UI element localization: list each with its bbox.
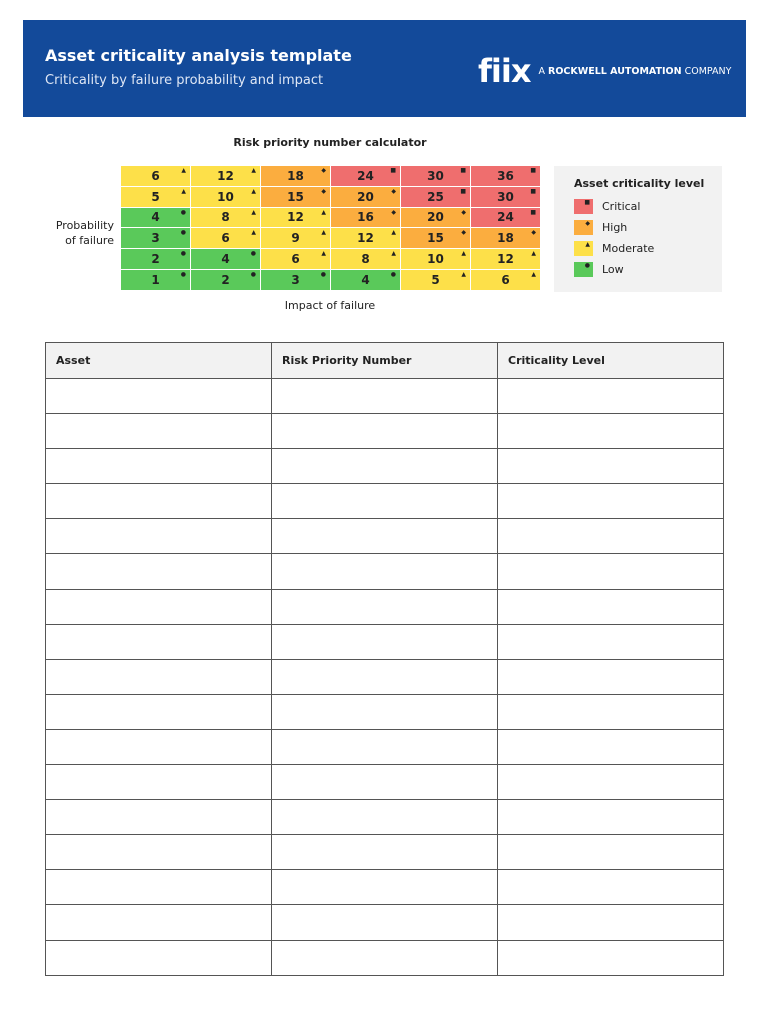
moderate-marker-icon: ▲ — [321, 229, 326, 237]
matrix-cell — [261, 208, 331, 229]
matrix-cell-value: 30 — [427, 168, 444, 183]
asset-cell[interactable] — [46, 589, 272, 624]
matrix-cell — [401, 166, 471, 187]
rpn-cell[interactable] — [272, 659, 498, 694]
matrix-cell-value: 18 — [497, 231, 514, 246]
matrix-cell — [331, 249, 401, 270]
matrix-cell — [471, 249, 541, 270]
low-marker-icon: ● — [584, 262, 590, 269]
low-marker-icon: ● — [250, 270, 256, 278]
asset-cell[interactable] — [46, 484, 272, 519]
criticality-cell[interactable] — [498, 379, 724, 414]
criticality-cell[interactable] — [498, 940, 724, 975]
moderate-marker-icon: ▲ — [251, 187, 256, 195]
table-row — [46, 835, 724, 870]
matrix-cell — [471, 270, 541, 291]
rpn-cell[interactable] — [272, 379, 498, 414]
matrix-cell — [401, 208, 471, 229]
matrix-cell-value: 9 — [291, 231, 300, 246]
moderate-marker-icon: ▲ — [461, 250, 466, 258]
rpn-cell[interactable] — [272, 554, 498, 589]
matrix-cell-value: 15 — [287, 189, 304, 204]
moderate-marker-icon: ▲ — [251, 208, 256, 216]
column-header-criticality: Criticality Level — [498, 343, 724, 379]
rpn-cell[interactable] — [272, 905, 498, 940]
matrix-cell — [191, 249, 261, 270]
rpn-cell[interactable] — [272, 484, 498, 519]
column-header-asset: Asset — [46, 343, 272, 379]
matrix-cell-value: 6 — [221, 231, 230, 246]
criticality-cell[interactable] — [498, 519, 724, 554]
matrix-cell — [331, 228, 401, 249]
table-row — [46, 800, 724, 835]
matrix-cell — [261, 187, 331, 208]
table-row — [46, 554, 724, 589]
matrix-cell-value: 6 — [501, 272, 510, 287]
matrix-cell — [121, 187, 191, 208]
calculator-title: Risk priority number calculator — [233, 136, 427, 149]
table-row — [46, 729, 724, 764]
brand-tag-bold: ROCKWELL AUTOMATION — [548, 65, 682, 77]
asset-cell[interactable] — [46, 905, 272, 940]
asset-cell[interactable] — [46, 519, 272, 554]
matrix-cell — [191, 270, 261, 291]
risk-matrix — [121, 166, 541, 291]
legend-label: Low — [602, 263, 624, 276]
high-marker-icon: ◆ — [461, 208, 466, 216]
table-row — [46, 659, 724, 694]
table-row — [46, 765, 724, 800]
asset-cell[interactable] — [46, 940, 272, 975]
legend-swatch — [574, 199, 593, 214]
moderate-marker-icon: ▲ — [461, 270, 466, 278]
matrix-cell-value: 10 — [217, 189, 234, 204]
criticality-cell[interactable] — [498, 659, 724, 694]
moderate-marker-icon: ▲ — [321, 208, 326, 216]
x-axis-label: Impact of failure — [284, 299, 376, 312]
legend-swatch — [574, 241, 593, 256]
fiix-logo: fiix — [478, 52, 531, 90]
matrix-cell — [401, 187, 471, 208]
matrix-cell-value: 8 — [221, 210, 230, 225]
rpn-cell[interactable] — [272, 765, 498, 800]
critical-marker-icon: ■ — [390, 167, 396, 174]
matrix-cell-value: 20 — [427, 210, 444, 225]
moderate-marker-icon: ▲ — [531, 270, 536, 278]
matrix-cell-value: 4 — [151, 210, 160, 225]
matrix-cell — [121, 249, 191, 270]
matrix-cell-value: 30 — [497, 189, 514, 204]
matrix-cell-value: 3 — [291, 272, 300, 287]
matrix-cell — [471, 187, 541, 208]
table-header-row — [46, 343, 724, 379]
legend-swatch — [574, 262, 593, 277]
asset-cell[interactable] — [46, 765, 272, 800]
matrix-cell — [261, 249, 331, 270]
criticality-cell[interactable] — [498, 694, 724, 729]
high-marker-icon: ◆ — [391, 187, 396, 195]
asset-cell[interactable] — [46, 659, 272, 694]
moderate-marker-icon: ▲ — [585, 241, 590, 248]
matrix-cell — [401, 270, 471, 291]
legend-swatch — [574, 220, 593, 235]
y-axis-label-line2: of failure — [65, 234, 114, 247]
matrix-cell-value: 12 — [497, 252, 514, 267]
matrix-cell-value: 8 — [361, 252, 370, 267]
moderate-marker-icon: ▲ — [181, 167, 186, 174]
criticality-cell[interactable] — [498, 554, 724, 589]
asset-cell[interactable] — [46, 414, 272, 449]
table-row — [46, 905, 724, 940]
rpn-cell[interactable] — [272, 414, 498, 449]
criticality-cell[interactable] — [498, 905, 724, 940]
legend-item-moderate — [574, 240, 654, 257]
criticality-cell[interactable] — [498, 589, 724, 624]
criticality-cell[interactable] — [498, 835, 724, 870]
critical-marker-icon: ■ — [460, 167, 466, 174]
criticality-cell[interactable] — [498, 484, 724, 519]
matrix-cell — [121, 166, 191, 187]
y-axis-label-line1: Probability — [55, 219, 114, 232]
matrix-cell — [401, 228, 471, 249]
matrix-cell — [401, 249, 471, 270]
asset-cell[interactable] — [46, 554, 272, 589]
asset-cell[interactable] — [46, 729, 272, 764]
matrix-cell — [191, 166, 261, 187]
moderate-marker-icon: ▲ — [181, 187, 186, 195]
matrix-cell — [191, 187, 261, 208]
high-marker-icon: ◆ — [585, 220, 590, 227]
asset-cell[interactable] — [46, 835, 272, 870]
matrix-cell — [261, 270, 331, 291]
table-row — [46, 870, 724, 905]
brand-tag-suffix: COMPANY — [681, 65, 732, 77]
high-marker-icon: ◆ — [531, 229, 536, 237]
matrix-cell-value: 25 — [427, 189, 444, 204]
matrix-cell-value: 16 — [357, 210, 374, 225]
criticality-cell[interactable] — [498, 870, 724, 905]
low-marker-icon: ● — [180, 229, 186, 237]
rpn-cell[interactable] — [272, 589, 498, 624]
matrix-cell — [261, 228, 331, 249]
matrix-cell — [331, 166, 401, 187]
table-row — [46, 589, 724, 624]
asset-cell[interactable] — [46, 800, 272, 835]
matrix-cell-value: 24 — [497, 210, 514, 225]
moderate-marker-icon: ▲ — [531, 250, 536, 258]
table-row — [46, 624, 724, 659]
rpn-cell[interactable] — [272, 835, 498, 870]
table-row — [46, 449, 724, 484]
asset-cell[interactable] — [46, 449, 272, 484]
rpn-cell[interactable] — [272, 449, 498, 484]
legend-title: Asset criticality level — [574, 177, 705, 190]
criticality-legend — [554, 166, 722, 292]
critical-marker-icon: ■ — [530, 208, 536, 216]
high-marker-icon: ◆ — [321, 167, 326, 174]
matrix-cell — [261, 166, 331, 187]
low-marker-icon: ● — [320, 270, 326, 278]
criticality-cell[interactable] — [498, 449, 724, 484]
rpn-cell[interactable] — [272, 624, 498, 659]
matrix-cell-value: 18 — [287, 168, 304, 183]
document-subtitle: Criticality by failure probability and impact — [45, 73, 324, 88]
table-row — [46, 519, 724, 554]
rpn-cell[interactable] — [272, 940, 498, 975]
legend-label: Critical — [602, 200, 641, 213]
matrix-cell-value: 3 — [151, 231, 160, 246]
matrix-cell — [191, 208, 261, 229]
legend-label: Moderate — [602, 242, 655, 255]
document-title: Asset criticality analysis template — [45, 46, 352, 65]
matrix-cell-value: 6 — [291, 252, 300, 267]
moderate-marker-icon: ▲ — [321, 250, 326, 258]
moderate-marker-icon: ▲ — [251, 167, 256, 174]
column-header-rpn: Risk Priority Number — [272, 343, 498, 379]
moderate-marker-icon: ▲ — [391, 229, 396, 237]
brand-tag-prefix: A — [538, 65, 549, 77]
table-row — [46, 694, 724, 729]
moderate-marker-icon: ▲ — [251, 229, 256, 237]
low-marker-icon: ● — [180, 270, 186, 278]
asset-cell[interactable] — [46, 694, 272, 729]
matrix-cell — [471, 166, 541, 187]
matrix-cell — [471, 228, 541, 249]
high-marker-icon: ◆ — [461, 229, 466, 237]
table-row — [46, 379, 724, 414]
legend-item-high — [574, 219, 627, 236]
matrix-cell-value: 10 — [427, 252, 444, 267]
critical-marker-icon: ■ — [530, 167, 536, 174]
matrix-cell-value: 2 — [151, 252, 160, 267]
asset-cell[interactable] — [46, 870, 272, 905]
matrix-cell — [331, 208, 401, 229]
matrix-cell-value: 15 — [427, 231, 444, 246]
matrix-cell — [121, 208, 191, 229]
low-marker-icon: ● — [390, 270, 396, 278]
low-marker-icon: ● — [180, 250, 186, 258]
matrix-cell-value: 24 — [357, 168, 374, 183]
legend-item-critical — [574, 198, 640, 215]
table-row — [46, 484, 724, 519]
matrix-cell-value: 20 — [357, 189, 374, 204]
critical-marker-icon: ■ — [530, 187, 536, 195]
rpn-cell[interactable] — [272, 800, 498, 835]
high-marker-icon: ◆ — [321, 187, 326, 195]
rpn-cell[interactable] — [272, 729, 498, 764]
criticality-cell[interactable] — [498, 414, 724, 449]
matrix-cell — [121, 228, 191, 249]
legend-item-low — [574, 261, 624, 278]
y-axis-label — [36, 218, 114, 248]
rpn-cell[interactable] — [272, 870, 498, 905]
criticality-cell[interactable] — [498, 765, 724, 800]
matrix-cell-value: 36 — [497, 168, 514, 183]
table-row — [46, 940, 724, 975]
critical-marker-icon: ■ — [460, 187, 466, 195]
asset-cell[interactable] — [46, 624, 272, 659]
matrix-cell-value: 5 — [431, 272, 440, 287]
asset-cell[interactable] — [46, 379, 272, 414]
legend-label: High — [602, 221, 628, 234]
low-marker-icon: ● — [180, 208, 186, 216]
criticality-cell[interactable] — [498, 800, 724, 835]
criticality-cell[interactable] — [498, 624, 724, 659]
brand-tagline — [539, 66, 732, 77]
low-marker-icon: ● — [250, 250, 256, 258]
matrix-cell — [331, 270, 401, 291]
matrix-cell — [331, 187, 401, 208]
rpn-cell[interactable] — [272, 519, 498, 554]
critical-marker-icon: ■ — [584, 199, 590, 206]
asset-table — [45, 342, 724, 976]
matrix-cell-value: 12 — [357, 231, 374, 246]
matrix-cell-value: 12 — [217, 168, 234, 183]
header-banner — [23, 20, 746, 117]
brand — [478, 54, 731, 88]
matrix-cell-value: 12 — [287, 210, 304, 225]
matrix-cell-value: 4 — [361, 272, 370, 287]
criticality-cell[interactable] — [498, 729, 724, 764]
matrix-cell-value: 6 — [151, 168, 160, 183]
matrix-cell — [471, 208, 541, 229]
matrix-cell — [121, 270, 191, 291]
matrix-cell-value: 4 — [221, 252, 230, 267]
matrix-cell — [191, 228, 261, 249]
rpn-cell[interactable] — [272, 694, 498, 729]
high-marker-icon: ◆ — [391, 208, 396, 216]
table-row — [46, 414, 724, 449]
moderate-marker-icon: ▲ — [391, 250, 396, 258]
matrix-cell-value: 2 — [221, 272, 230, 287]
matrix-cell-value: 5 — [151, 189, 160, 204]
matrix-cell-value: 1 — [151, 272, 160, 287]
